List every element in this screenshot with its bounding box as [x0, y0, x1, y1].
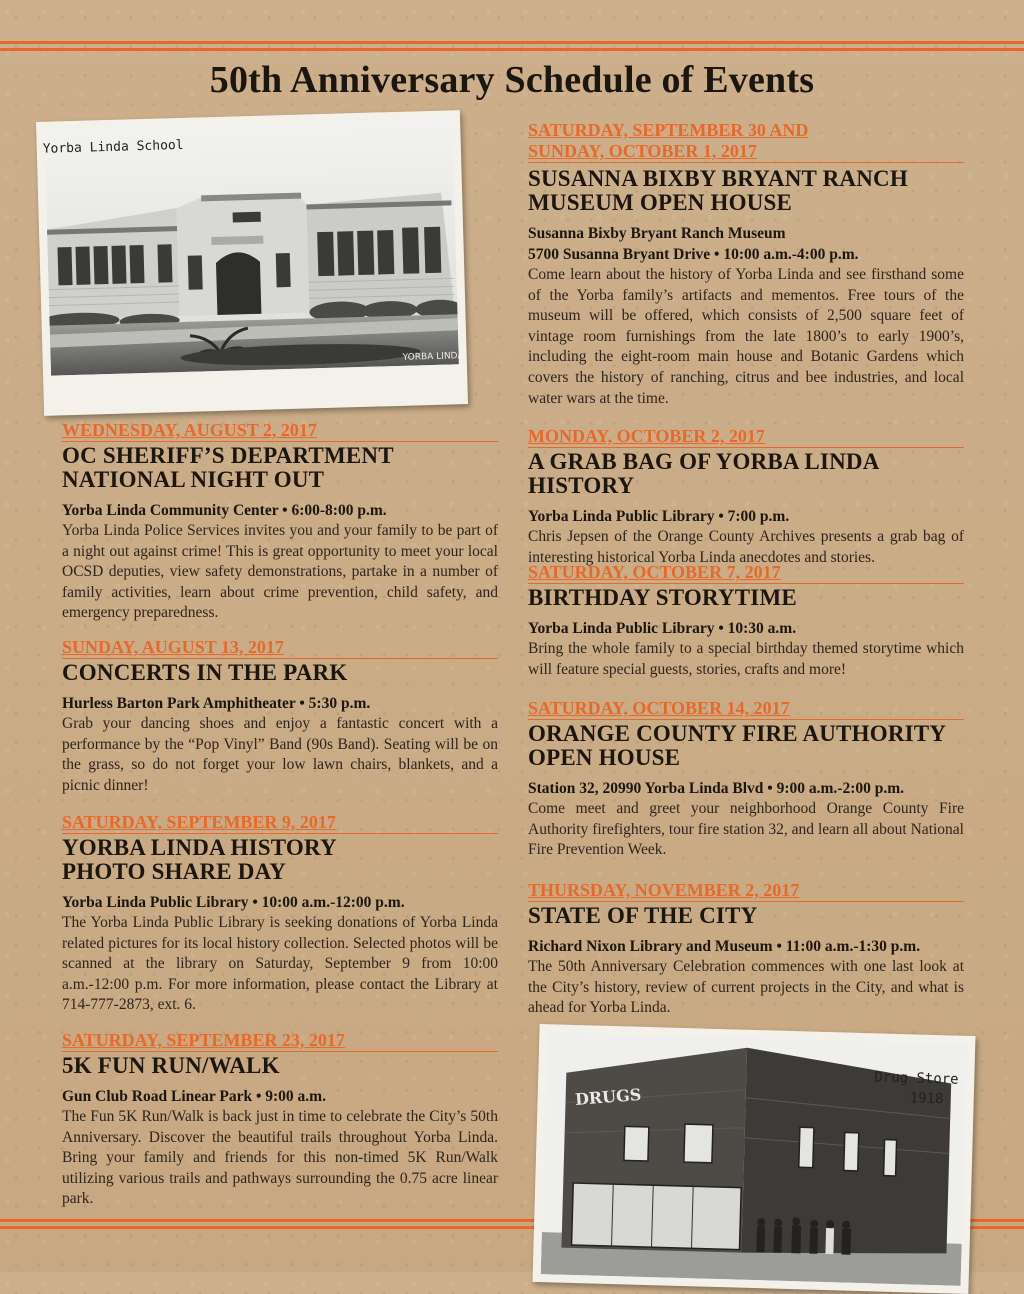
event-photo-share-day: [62, 812, 498, 1016]
event-location: Hurless Barton Park Amphitheater • 5:30 p.m.: [62, 695, 371, 712]
event-description: Bring the whole family to a special birthday themed storytime which will feature special guests, stories, crafts and more!: [528, 640, 964, 678]
event-title: 5K FUN RUN/WALK: [62, 1053, 280, 1078]
event-location: Susanna Bixby Bryant Ranch Museum: [528, 225, 786, 242]
event-national-night-out: [62, 420, 498, 624]
event-bixby-ranch-open-house: [528, 120, 964, 409]
drugstore-caption-line2: 1918: [909, 1090, 944, 1108]
event-date-line1: SATURDAY, SEPTEMBER 30 AND: [528, 120, 809, 140]
event-description: Yorba Linda Police Services invites you and your family to be part of a night out against crime! This is great opportunity to meet your local OCSD deputies, view safety demonstrations, partake in a number of family activities, learn about crime prevention, child safety, and emergency preparedness.: [62, 522, 498, 622]
top-rule-1: [0, 41, 1024, 44]
event-description: Come learn about the history of Yorba Linda and see firsthand some of the Yorba family’s artifacts and mementos. Free tours of the museum will be offered, which consists of 2,500 square feet of vintage room furnishings from the late 1800’s to early 1900’s, including the eight-room main house and Botanic Gardens which covers the history of ranching, citrus and bee industries, and local water wars at the time.: [528, 266, 964, 407]
event-date: [528, 120, 964, 163]
event-description: The Yorba Linda Public Library is seeking donations of Yorba Linda related pictures for its local history collection. Selected photos will be scanned at the library on Saturday, September 9 from 10:00 a.m.-12:00 p.m. For more information, please contact the Library at 714-777-2873, ext. 6.: [62, 914, 498, 1014]
school-photo: [36, 110, 468, 416]
drugstore-sign: DRUGS: [574, 1084, 642, 1109]
event-title: YORBA LINDA HISTORY: [62, 835, 337, 860]
event-title: SUSANNA BIXBY BRYANT RANCH: [528, 166, 908, 191]
event-title-line2: MUSEUM OPEN HOUSE: [528, 190, 793, 215]
event-date: SATURDAY, SEPTEMBER 23, 2017: [62, 1030, 498, 1052]
event-date: MONDAY, OCTOBER 2, 2017: [528, 426, 964, 448]
event-5k-fun-run: [62, 1030, 498, 1210]
event-location: Richard Nixon Library and Museum • 11:00 a.m.-1:30 p.m.: [528, 938, 921, 955]
event-title: ORANGE COUNTY FIRE AUTHORITY: [528, 721, 947, 746]
event-ocfa-open-house: [528, 698, 964, 861]
page-title: 50th Anniversary Schedule of Events: [209, 59, 815, 101]
event-title: A GRAB BAG OF YORBA LINDA HISTORY: [528, 449, 879, 498]
event-date-line2: SUNDAY, OCTOBER 1, 2017: [528, 141, 757, 161]
event-title: OC SHERIFF’S DEPARTMENT: [62, 443, 394, 468]
top-rule-2: [0, 48, 1024, 51]
event-title-line2: NATIONAL NIGHT OUT: [62, 467, 325, 492]
event-date: SUNDAY, AUGUST 13, 2017: [62, 637, 498, 659]
event-location: Yorba Linda Community Center • 6:00-8:00 p.m.: [62, 502, 387, 519]
event-description: The 50th Anniversary Celebration commences with one last look at the City’s history, review of current projects in the City, and what is ahead for Yorba Linda.: [528, 958, 964, 1017]
school-building-image: [44, 118, 459, 375]
event-location: Yorba Linda Public Library • 10:30 a.m.: [528, 620, 797, 637]
event-state-of-the-city: [528, 880, 964, 1019]
event-date: THURSDAY, NOVEMBER 2, 2017: [528, 880, 964, 902]
event-grab-bag-history: [528, 426, 964, 568]
event-location: Gun Club Road Linear Park • 9:00 a.m.: [62, 1088, 326, 1105]
event-date: SATURDAY, OCTOBER 7, 2017: [528, 562, 964, 584]
event-description: Come meet and greet your neighborhood Orange County Fire Authority firefighters, tour fire station 32, and learn all about National Fire Prevention Week.: [528, 800, 964, 859]
event-location: Yorba Linda Public Library • 7:00 p.m.: [528, 508, 790, 525]
event-concerts-in-the-park: [62, 637, 498, 796]
event-description: Grab your dancing shoes and enjoy a fantastic concert with a performance by the “Pop Vinyl” Band (90s Band). Seating will be on the grass, so do not forget your low lawn chairs, blankets, and a picnic dinner!: [62, 715, 498, 794]
event-description: The Fun 5K Run/Walk is back just in time to celebrate the City’s 50th Anniversary. Discover the beautiful trails throughout Yorba Linda. Bring your family and friends for this non-timed 5K Run/Walk utilizing various trails and pathways surrounding the 0.75 acre linear park.: [62, 1108, 498, 1208]
event-date: SATURDAY, SEPTEMBER 9, 2017: [62, 812, 498, 834]
event-date: WEDNESDAY, AUGUST 2, 2017: [62, 420, 498, 442]
event-title-line2: OPEN HOUSE: [528, 745, 681, 770]
event-date: SATURDAY, OCTOBER 14, 2017: [528, 698, 964, 720]
school-corner-text: YORBA LINDA: [402, 351, 459, 363]
event-title: BIRTHDAY STORYTIME: [528, 585, 797, 610]
drugstore-caption-line1: Drug Store: [874, 1069, 959, 1088]
drugstore-photo: [532, 1024, 975, 1294]
event-title: CONCERTS IN THE PARK: [62, 660, 348, 685]
school-photo-caption: Yorba Linda School: [42, 137, 184, 157]
event-title: STATE OF THE CITY: [528, 903, 758, 928]
event-location: Yorba Linda Public Library • 10:00 a.m.-12:00 p.m.: [62, 894, 405, 911]
event-birthday-storytime: [528, 562, 964, 680]
event-description: Chris Jepsen of the Orange County Archives presents a grab bag of interesting historical Yorba Linda anecdotes and stories.: [528, 528, 964, 566]
event-title-line2: PHOTO SHARE DAY: [62, 859, 287, 884]
event-address: 5700 Susanna Bryant Drive • 10:00 a.m.-4:00 p.m.: [528, 246, 859, 263]
event-location: Station 32, 20990 Yorba Linda Blvd • 9:00 a.m.-2:00 p.m.: [528, 780, 905, 797]
